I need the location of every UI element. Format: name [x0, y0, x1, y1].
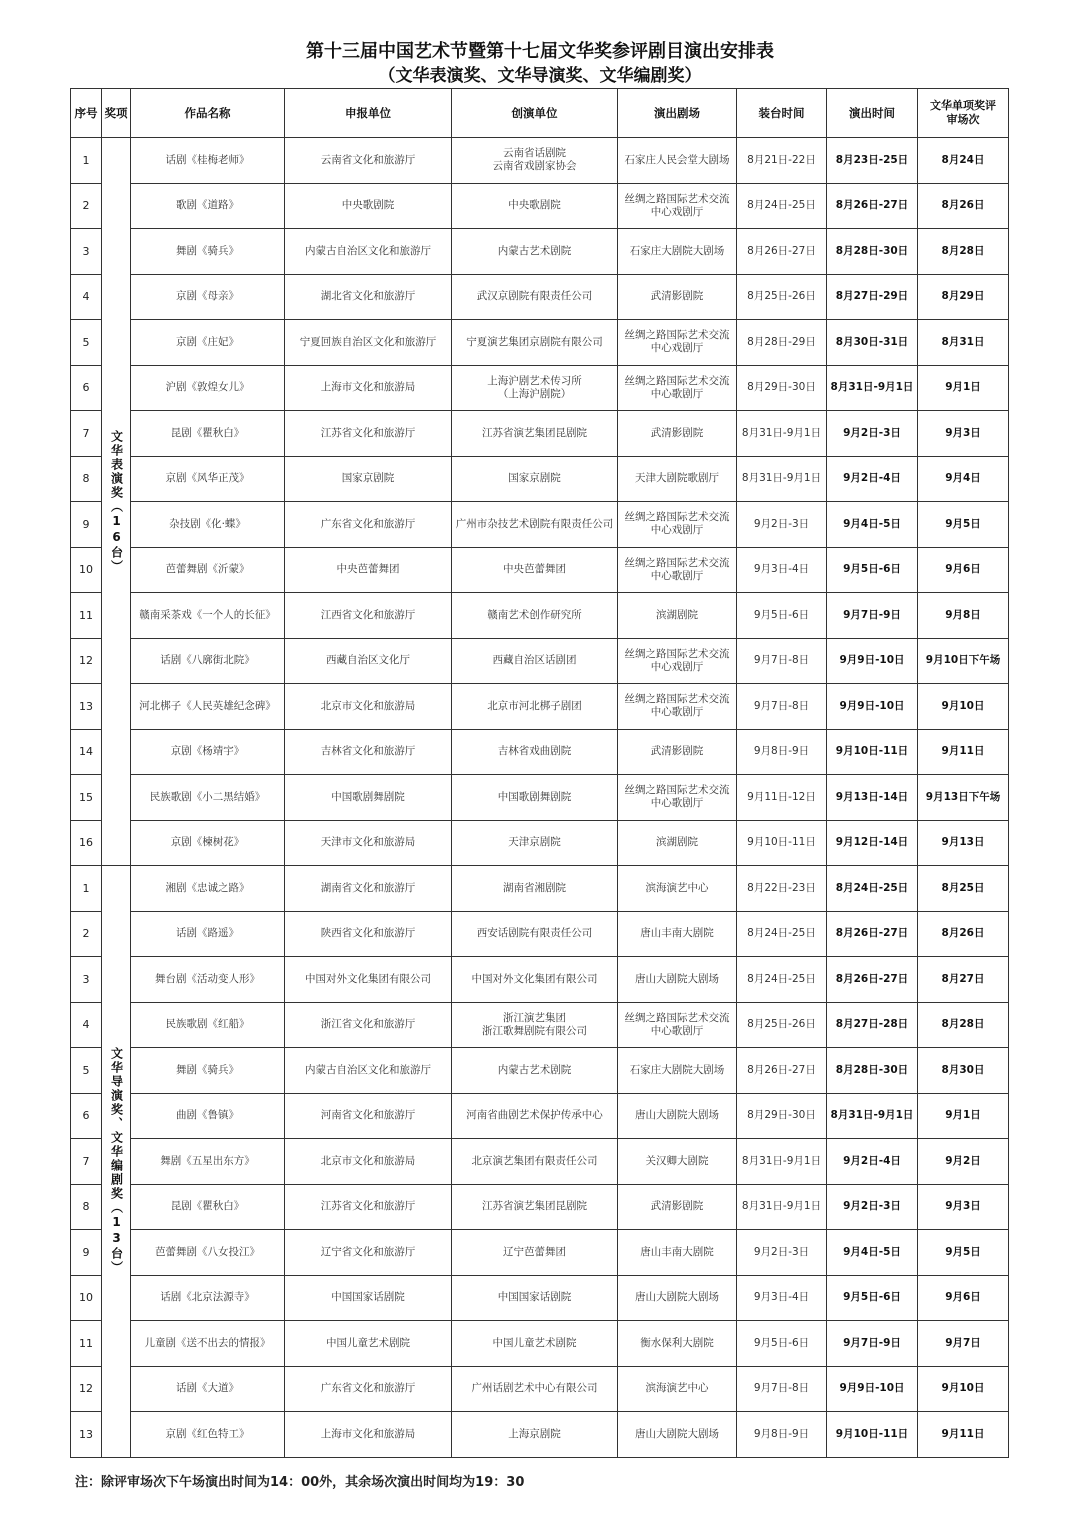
setup-time-cell: 9月2日-3日: [737, 502, 827, 548]
table-row: [71, 365, 1009, 411]
setup-time-cell: 9月3日-4日: [737, 1275, 827, 1321]
table-row: [71, 957, 1009, 1003]
perform-time-cell: 8月26日-27日: [827, 183, 918, 229]
table-row: [71, 775, 1009, 821]
theater-cell: 唐山丰南大剧院: [618, 911, 737, 957]
applicant-cell: 湖北省文化和旅游厅: [285, 274, 452, 320]
setup-time-cell: 8月31日-9月1日: [737, 1139, 827, 1185]
table-row: [71, 274, 1009, 320]
work-name-cell: 民族歌剧《红船》: [131, 1002, 285, 1048]
theater-cell: 关汉卿大剧院: [618, 1139, 737, 1185]
table-row: [71, 638, 1009, 684]
theater-cell: 衡水保利大剧院: [618, 1321, 737, 1367]
header-work: 作品名称: [131, 89, 285, 138]
row-index-cell: 6: [71, 365, 102, 411]
review-session-cell: 9月1日: [918, 1093, 1009, 1139]
perform-time-cell: 9月9日-10日: [827, 684, 918, 730]
creator-cell: 江苏省演艺集团昆剧院: [452, 411, 618, 457]
theater-cell: 滨湖剧院: [618, 820, 737, 866]
setup-time-cell: 9月8日-9日: [737, 1412, 827, 1458]
work-name-cell: 话剧《北京法源寺》: [131, 1275, 285, 1321]
creator-cell: 中国对外文化集团有限公司: [452, 957, 618, 1003]
creator-cell: 西藏自治区话剧团: [452, 638, 618, 684]
row-index-cell: 7: [71, 411, 102, 457]
creator-cell: 中国歌剧舞剧院: [452, 775, 618, 821]
work-name-cell: 话剧《八廓街北院》: [131, 638, 285, 684]
creator-cell: 赣南艺术创作研究所: [452, 593, 618, 639]
work-name-cell: 舞台剧《活动变人形》: [131, 957, 285, 1003]
table-row: [71, 411, 1009, 457]
perform-time-cell: 9月4日-5日: [827, 1230, 918, 1276]
perform-time-cell: 9月9日-10日: [827, 638, 918, 684]
applicant-cell: 中国儿童艺术剧院: [285, 1321, 452, 1367]
creator-cell: 中央芭蕾舞团: [452, 547, 618, 593]
row-index-cell: 14: [71, 729, 102, 775]
theater-cell: 石家庄人民会堂大剧场: [618, 138, 737, 184]
work-name-cell: 曲剧《鲁镇》: [131, 1093, 285, 1139]
theater-cell: 丝绸之路国际艺术交流中心歌剧厅: [618, 684, 737, 730]
row-index-cell: 9: [71, 1230, 102, 1276]
creator-cell: 内蒙古艺术剧院: [452, 229, 618, 275]
review-session-cell: 9月10日下午场: [918, 638, 1009, 684]
theater-cell: 丝绸之路国际艺术交流中心戏剧厅: [618, 638, 737, 684]
applicant-cell: 浙江省文化和旅游厅: [285, 1002, 452, 1048]
setup-time-cell: 9月7日-8日: [737, 1366, 827, 1412]
applicant-cell: 内蒙古自治区文化和旅游厅: [285, 1048, 452, 1094]
table-row: [71, 138, 1009, 184]
applicant-cell: 江西省文化和旅游厅: [285, 593, 452, 639]
table-row: [71, 1366, 1009, 1412]
applicant-cell: 上海市文化和旅游局: [285, 365, 452, 411]
header-theater: 演出剧场: [618, 89, 737, 138]
creator-cell: 广州话剧艺术中心有限公司: [452, 1366, 618, 1412]
work-name-cell: 京剧《红色特工》: [131, 1412, 285, 1458]
applicant-cell: 湖南省文化和旅游厅: [285, 866, 452, 912]
setup-time-cell: 9月7日-8日: [737, 638, 827, 684]
setup-time-cell: 8月31日-9月1日: [737, 1184, 827, 1230]
work-name-cell: 儿童剧《送不出去的情报》: [131, 1321, 285, 1367]
creator-cell: 中国儿童艺术剧院: [452, 1321, 618, 1367]
setup-time-cell: 8月25日-26日: [737, 1002, 827, 1048]
review-session-cell: 9月11日: [918, 729, 1009, 775]
work-name-cell: 舞剧《骑兵》: [131, 229, 285, 275]
perform-time-cell: 9月10日-11日: [827, 729, 918, 775]
theater-cell: 唐山大剧院大剧场: [618, 1412, 737, 1458]
setup-time-cell: 8月25日-26日: [737, 274, 827, 320]
row-index-cell: 13: [71, 684, 102, 730]
perform-time-cell: 8月30日-31日: [827, 320, 918, 366]
theater-cell: 丝绸之路国际艺术交流中心歌剧厅: [618, 365, 737, 411]
table-row: [71, 1002, 1009, 1048]
creator-cell: 国家京剧院: [452, 456, 618, 502]
row-index-cell: 6: [71, 1093, 102, 1139]
review-session-cell: 9月8日: [918, 593, 1009, 639]
setup-time-cell: 9月7日-8日: [737, 684, 827, 730]
work-name-cell: 舞剧《五星出东方》: [131, 1139, 285, 1185]
creator-cell: 辽宁芭蕾舞团: [452, 1230, 618, 1276]
page-title: 第十三届中国艺术节暨第十七届文华奖参评剧目演出安排表: [306, 41, 774, 62]
applicant-cell: 河南省文化和旅游厅: [285, 1093, 452, 1139]
theater-cell: 丝绸之路国际艺术交流中心戏剧厅: [618, 502, 737, 548]
applicant-cell: 广东省文化和旅游厅: [285, 502, 452, 548]
applicant-cell: 吉林省文化和旅游厅: [285, 729, 452, 775]
applicant-cell: 中国歌剧舞剧院: [285, 775, 452, 821]
creator-cell: 河南省曲剧艺术保护传承中心: [452, 1093, 618, 1139]
table-row: [71, 593, 1009, 639]
applicant-cell: 北京市文化和旅游局: [285, 1139, 452, 1185]
work-name-cell: 京剧《杨靖宇》: [131, 729, 285, 775]
header-review-session: 文华单项奖评审场次: [918, 89, 1009, 138]
applicant-cell: 西藏自治区文化厅: [285, 638, 452, 684]
setup-time-cell: 8月31日-9月1日: [737, 411, 827, 457]
applicant-cell: 江苏省文化和旅游厅: [285, 411, 452, 457]
setup-time-cell: 8月24日-25日: [737, 957, 827, 1003]
row-index-cell: 4: [71, 274, 102, 320]
work-name-cell: 昆剧《瞿秋白》: [131, 411, 285, 457]
creator-cell: 江苏省演艺集团昆剧院: [452, 1184, 618, 1230]
review-session-cell: 8月25日: [918, 866, 1009, 912]
perform-time-cell: 9月7日-9日: [827, 1321, 918, 1367]
table-row: [71, 911, 1009, 957]
perform-time-cell: 9月5日-6日: [827, 1275, 918, 1321]
creator-cell: 北京市河北梆子剧团: [452, 684, 618, 730]
row-index-cell: 11: [71, 1321, 102, 1367]
perform-time-cell: 9月2日-4日: [827, 456, 918, 502]
review-session-cell: 9月2日: [918, 1139, 1009, 1185]
creator-cell: 宁夏演艺集团京剧院有限公司: [452, 320, 618, 366]
applicant-cell: 内蒙古自治区文化和旅游厅: [285, 229, 452, 275]
setup-time-cell: 8月29日-30日: [737, 365, 827, 411]
work-name-cell: 湘剧《忠诚之路》: [131, 866, 285, 912]
setup-time-cell: 9月11日-12日: [737, 775, 827, 821]
work-name-cell: 话剧《路遥》: [131, 911, 285, 957]
perform-time-cell: 9月2日-3日: [827, 411, 918, 457]
review-session-cell: 8月24日: [918, 138, 1009, 184]
perform-time-cell: 9月12日-14日: [827, 820, 918, 866]
perform-time-cell: 9月5日-6日: [827, 547, 918, 593]
applicant-cell: 中国国家话剧院: [285, 1275, 452, 1321]
setup-time-cell: 8月29日-30日: [737, 1093, 827, 1139]
table-row: [71, 1230, 1009, 1276]
creator-cell: 武汉京剧院有限责任公司: [452, 274, 618, 320]
review-session-cell: 9月5日: [918, 1230, 1009, 1276]
perform-time-cell: 9月7日-9日: [827, 593, 918, 639]
review-session-cell: 9月13日: [918, 820, 1009, 866]
theater-cell: 丝绸之路国际艺术交流中心歌剧厅: [618, 547, 737, 593]
table-row: [71, 320, 1009, 366]
review-session-cell: 8月29日: [918, 274, 1009, 320]
creator-cell: 浙江演艺集团 浙江歌舞剧院有限公司: [452, 1002, 618, 1048]
setup-time-cell: 8月31日-9月1日: [737, 456, 827, 502]
table-row: [71, 1275, 1009, 1321]
theater-cell: 滨海演艺中心: [618, 1366, 737, 1412]
review-session-cell: 9月11日: [918, 1412, 1009, 1458]
perform-time-cell: 9月2日-3日: [827, 1184, 918, 1230]
table-row: [71, 820, 1009, 866]
award-category-cell: [102, 138, 131, 866]
perform-time-cell: 8月26日-27日: [827, 911, 918, 957]
header-creator: 创演单位: [452, 89, 618, 138]
row-index-cell: 15: [71, 775, 102, 821]
row-index-cell: 1: [71, 866, 102, 912]
creator-cell: 广州市杂技艺术剧院有限责任公司: [452, 502, 618, 548]
perform-time-cell: 9月2日-4日: [827, 1139, 918, 1185]
work-name-cell: 民族歌剧《小二黑结婚》: [131, 775, 285, 821]
perform-time-cell: 8月31日-9月1日: [827, 365, 918, 411]
applicant-cell: 云南省文化和旅游厅: [285, 138, 452, 184]
review-session-cell: 8月28日: [918, 229, 1009, 275]
row-index-cell: 2: [71, 911, 102, 957]
review-session-cell: 9月6日: [918, 547, 1009, 593]
setup-time-cell: 8月24日-25日: [737, 911, 827, 957]
table-row: [71, 1139, 1009, 1185]
page-subtitle: （文华表演奖、文华导演奖、文华编剧奖）: [378, 66, 702, 86]
creator-cell: 上海沪剧艺术传习所 （上海沪剧院）: [452, 365, 618, 411]
creator-cell: 内蒙古艺术剧院: [452, 1048, 618, 1094]
header-applicant: 申报单位: [285, 89, 452, 138]
creator-cell: 云南省话剧院 云南省戏剧家协会: [452, 138, 618, 184]
row-index-cell: 3: [71, 229, 102, 275]
applicant-cell: 上海市文化和旅游局: [285, 1412, 452, 1458]
table-row: [71, 1412, 1009, 1458]
applicant-cell: 宁夏回族自治区文化和旅游厅: [285, 320, 452, 366]
creator-cell: 天津京剧院: [452, 820, 618, 866]
setup-time-cell: 8月22日-23日: [737, 866, 827, 912]
review-session-cell: 9月10日: [918, 1366, 1009, 1412]
row-index-cell: 12: [71, 638, 102, 684]
setup-time-cell: 8月26日-27日: [737, 1048, 827, 1094]
theater-cell: 丝绸之路国际艺术交流中心歌剧厅: [618, 775, 737, 821]
setup-time-cell: 8月28日-29日: [737, 320, 827, 366]
setup-time-cell: 9月5日-6日: [737, 593, 827, 639]
table-row: [71, 866, 1009, 912]
perform-time-cell: 8月27日-28日: [827, 1002, 918, 1048]
award-category-label: 文华导演奖、文华编剧奖（13台）: [109, 1047, 124, 1276]
applicant-cell: 中央歌剧院: [285, 183, 452, 229]
theater-cell: 唐山大剧院大剧场: [618, 1275, 737, 1321]
table-row: [71, 1184, 1009, 1230]
row-index-cell: 16: [71, 820, 102, 866]
row-index-cell: 9: [71, 502, 102, 548]
applicant-cell: 天津市文化和旅游局: [285, 820, 452, 866]
review-session-cell: 9月5日: [918, 502, 1009, 548]
table-row: [71, 684, 1009, 730]
theater-cell: 丝绸之路国际艺术交流中心戏剧厅: [618, 320, 737, 366]
row-index-cell: 10: [71, 1275, 102, 1321]
applicant-cell: 国家京剧院: [285, 456, 452, 502]
theater-cell: 石家庄大剧院大剧场: [618, 1048, 737, 1094]
row-index-cell: 8: [71, 456, 102, 502]
work-name-cell: 芭蕾舞剧《沂蒙》: [131, 547, 285, 593]
work-name-cell: 昆剧《瞿秋白》: [131, 1184, 285, 1230]
theater-cell: 滨湖剧院: [618, 593, 737, 639]
perform-time-cell: 9月10日-11日: [827, 1412, 918, 1458]
theater-cell: 唐山大剧院大剧场: [618, 957, 737, 1003]
review-session-cell: 9月3日: [918, 1184, 1009, 1230]
perform-time-cell: 8月24日-25日: [827, 866, 918, 912]
row-index-cell: 8: [71, 1184, 102, 1230]
work-name-cell: 沪剧《敦煌女儿》: [131, 365, 285, 411]
review-session-cell: 8月27日: [918, 957, 1009, 1003]
setup-time-cell: 8月21日-22日: [737, 138, 827, 184]
row-index-cell: 12: [71, 1366, 102, 1412]
table-header-row: [71, 89, 1009, 138]
creator-cell: 北京演艺集团有限责任公司: [452, 1139, 618, 1185]
setup-time-cell: 9月2日-3日: [737, 1230, 827, 1276]
setup-time-cell: 9月8日-9日: [737, 729, 827, 775]
review-session-cell: 9月3日: [918, 411, 1009, 457]
setup-time-cell: 9月3日-4日: [737, 547, 827, 593]
setup-time-cell: 8月24日-25日: [737, 183, 827, 229]
table-row: [71, 1321, 1009, 1367]
creator-cell: 西安话剧院有限责任公司: [452, 911, 618, 957]
row-index-cell: 5: [71, 1048, 102, 1094]
work-name-cell: 京剧《风华正茂》: [131, 456, 285, 502]
table-row: [71, 183, 1009, 229]
row-index-cell: 3: [71, 957, 102, 1003]
schedule-table: [70, 88, 1009, 1458]
review-session-cell: 9月13日下午场: [918, 775, 1009, 821]
table-body: [71, 138, 1009, 1458]
table-row: [71, 547, 1009, 593]
creator-cell: 湖南省湘剧院: [452, 866, 618, 912]
row-index-cell: 2: [71, 183, 102, 229]
row-index-cell: 1: [71, 138, 102, 184]
perform-time-cell: 8月26日-27日: [827, 957, 918, 1003]
work-name-cell: 杂技剧《化·蝶》: [131, 502, 285, 548]
creator-cell: 吉林省戏曲剧院: [452, 729, 618, 775]
setup-time-cell: 9月10日-11日: [737, 820, 827, 866]
review-session-cell: 8月26日: [918, 911, 1009, 957]
perform-time-cell: 9月13日-14日: [827, 775, 918, 821]
work-name-cell: 河北梆子《人民英雄纪念碑》: [131, 684, 285, 730]
theater-cell: 唐山丰南大剧院: [618, 1230, 737, 1276]
applicant-cell: 北京市文化和旅游局: [285, 684, 452, 730]
setup-time-cell: 9月5日-6日: [737, 1321, 827, 1367]
perform-time-cell: 8月28日-30日: [827, 229, 918, 275]
theater-cell: 天津大剧院歌剧厅: [618, 456, 737, 502]
perform-time-cell: 9月9日-10日: [827, 1366, 918, 1412]
table-row: [71, 502, 1009, 548]
applicant-cell: 中央芭蕾舞团: [285, 547, 452, 593]
theater-cell: 唐山大剧院大剧场: [618, 1093, 737, 1139]
creator-cell: 中央歌剧院: [452, 183, 618, 229]
row-index-cell: 11: [71, 593, 102, 639]
theater-cell: 滨海演艺中心: [618, 866, 737, 912]
table-row: [71, 456, 1009, 502]
applicant-cell: 广东省文化和旅游厅: [285, 1366, 452, 1412]
header-award: 奖项: [102, 89, 131, 138]
setup-time-cell: 8月26日-27日: [737, 229, 827, 275]
work-name-cell: 京剧《楝树花》: [131, 820, 285, 866]
row-index-cell: 13: [71, 1412, 102, 1458]
theater-cell: 武清影剧院: [618, 1184, 737, 1230]
applicant-cell: 江苏省文化和旅游厅: [285, 1184, 452, 1230]
work-name-cell: 赣南采茶戏《一个人的长征》: [131, 593, 285, 639]
award-category-label: 文华表演奖（16台）: [109, 429, 124, 574]
table-row: [71, 1093, 1009, 1139]
work-name-cell: 芭蕾舞剧《八女投江》: [131, 1230, 285, 1276]
theater-cell: 武清影剧院: [618, 411, 737, 457]
perform-time-cell: 8月28日-30日: [827, 1048, 918, 1094]
theater-cell: 石家庄大剧院大剧场: [618, 229, 737, 275]
table-row: [71, 229, 1009, 275]
applicant-cell: 陕西省文化和旅游厅: [285, 911, 452, 957]
review-session-cell: 9月6日: [918, 1275, 1009, 1321]
review-session-cell: 9月7日: [918, 1321, 1009, 1367]
row-index-cell: 4: [71, 1002, 102, 1048]
theater-cell: 武清影剧院: [618, 274, 737, 320]
perform-time-cell: 8月27日-29日: [827, 274, 918, 320]
table-row: [71, 1048, 1009, 1094]
header-perform-time: 演出时间: [827, 89, 918, 138]
theater-cell: 武清影剧院: [618, 729, 737, 775]
theater-cell: 丝绸之路国际艺术交流中心戏剧厅: [618, 183, 737, 229]
work-name-cell: 舞剧《骑兵》: [131, 1048, 285, 1094]
row-index-cell: 10: [71, 547, 102, 593]
review-session-cell: 8月26日: [918, 183, 1009, 229]
creator-cell: 上海京剧院: [452, 1412, 618, 1458]
creator-cell: 中国国家话剧院: [452, 1275, 618, 1321]
footnote: 注：除评审场次下午场演出时间为14：00外，其余场次演出时间均为19：30: [75, 1475, 525, 1490]
theater-cell: 丝绸之路国际艺术交流中心歌剧厅: [618, 1002, 737, 1048]
perform-time-cell: 8月31日-9月1日: [827, 1093, 918, 1139]
work-name-cell: 话剧《大道》: [131, 1366, 285, 1412]
work-name-cell: 歌剧《道路》: [131, 183, 285, 229]
review-session-cell: 9月10日: [918, 684, 1009, 730]
perform-time-cell: 8月23日-25日: [827, 138, 918, 184]
applicant-cell: 辽宁省文化和旅游厅: [285, 1230, 452, 1276]
row-index-cell: 5: [71, 320, 102, 366]
review-session-cell: 8月31日: [918, 320, 1009, 366]
table-row: [71, 729, 1009, 775]
work-name-cell: 话剧《桂梅老师》: [131, 138, 285, 184]
award-category-cell: [102, 866, 131, 1458]
review-session-cell: 9月4日: [918, 456, 1009, 502]
perform-time-cell: 9月4日-5日: [827, 502, 918, 548]
header-setup-time: 装台时间: [737, 89, 827, 138]
work-name-cell: 京剧《庄妃》: [131, 320, 285, 366]
work-name-cell: 京剧《母亲》: [131, 274, 285, 320]
applicant-cell: 中国对外文化集团有限公司: [285, 957, 452, 1003]
row-index-cell: 7: [71, 1139, 102, 1185]
review-session-cell: 8月30日: [918, 1048, 1009, 1094]
review-session-cell: 8月28日: [918, 1002, 1009, 1048]
review-session-cell: 9月1日: [918, 365, 1009, 411]
header-index: 序号: [71, 89, 102, 138]
